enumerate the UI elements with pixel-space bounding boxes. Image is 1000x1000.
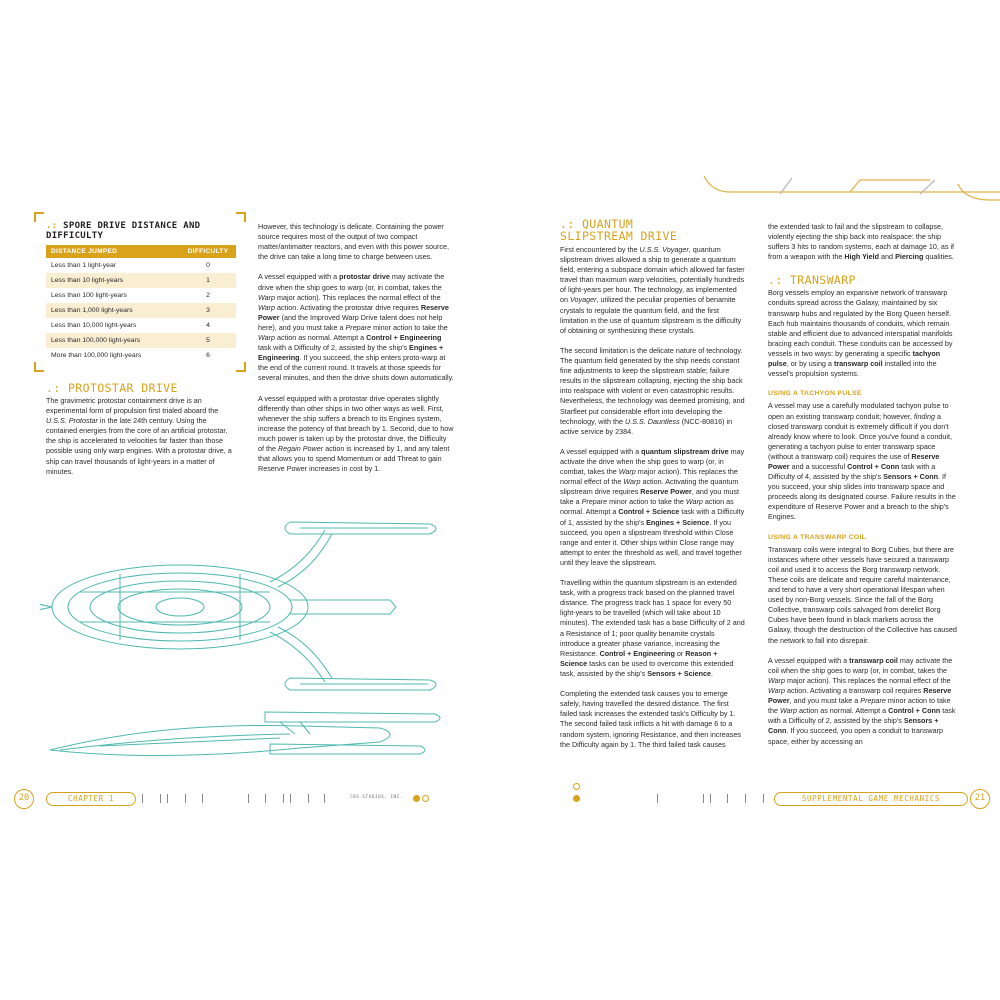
section-heading: .: PROTOSTAR DRIVE	[46, 381, 178, 395]
sidebar-corner-bracket	[236, 362, 246, 372]
table-row	[46, 303, 236, 318]
body-paragraph: The second limitation is the delicate nature of technology. The quantum field generated by the ship needs constant fine adjustments to keep the slipstream stable; failure results in the slipstream collapsing, ejecting the ship back into realspace with violent or even catastrophic results. Nevertheless, the technology was deemed promising, and Starfleet put considerable effort into developing the technology, with the U.S.S. Dauntless (NCC-80816) in active service by 2384.	[560, 345, 745, 436]
table-cell-difficulty: 6	[206, 352, 210, 359]
table-row	[46, 288, 236, 303]
table-cell-distance: Less than 1 light-year	[51, 262, 116, 269]
table-cell-difficulty: 5	[206, 337, 210, 344]
body-paragraph: Travelling within the quantum slipstream is an extended task, with a progress track based on the planned travel distance. The progress track has 1 space for every 50 light-years to be travelled (which will take about 10 minutes). The extended task has a base Difficulty of 2 and a Resistance of 1; poor quality benamite crystals introduce a greater phase variance, increasing the Resistance. Control + Engineering or Reason + Science tasks can be used to overcome this extended task, assisted by the ship's Sensors + Science.	[560, 578, 745, 678]
table-row	[46, 258, 236, 273]
protostar-section	[46, 382, 232, 477]
subsection-heading: USING A TRANSWARP COIL	[768, 533, 867, 541]
spore-drive-sidebar	[34, 212, 246, 372]
sidebar-corner-bracket	[236, 212, 246, 222]
left-footer	[10, 789, 490, 809]
sidebar-corner-bracket	[34, 362, 44, 372]
section-heading: .: QUANTUM	[560, 217, 634, 231]
page-number: 20	[14, 789, 34, 809]
sidebar-corner-bracket	[34, 212, 44, 222]
section-heading: .: TRANSWARP	[768, 273, 856, 288]
table-row	[46, 333, 236, 348]
starship-illustration	[40, 512, 480, 780]
body-paragraph: A vessel equipped with a protostar drive operates slightly differently than other ships in two other ways as well. First, whenever the ship suffers a breach to its Engines system, increase the potency of that breach by 1. Second, due to how much power is taken up by the protostar drive, the Difficulty of the Regain Power action is increased by 1, and any talent that allows you to spend Momentum or add Threat to gain Reserve Power increases in cost by 1.	[258, 393, 454, 474]
body-paragraph: A vessel equipped with a protostar drive may activate the drive when the ship goes to warp (or, in combat, takes the Warp major action). This replaces the normal effect of the Warp action. Activating the protostar drive requires Reserve Power (and the Improved Warp Drive talent does not help here), and you must take a Prepare minor action to take the Warp action as normal. Attempt a Control + Engineering task with a Difficulty of 2, assisted by the ship's Engines + Engineering. If you succeed, the ship enters proto-warp at the end of the current round. It travels at those speeds for several minutes, and then the drive shuts down automatically.	[258, 272, 454, 383]
ship-bridge-dome	[156, 598, 204, 616]
body-paragraph: A vessel equipped with a transwarp coil may activate the coil when the ship goes to warp (or, in combat, takes the Warp major action). This replaces the normal effect of the Warp action. Activating a transwarp coil requires Reserve Power, and you must take a Prepare minor action to take the Warp action as normal. Attempt a Control + Conn task with a Difficulty of 2, assisted by the ship's Sensors + Conn. If you succeed, you open a conduit to transwarp space, either by accessing an	[768, 655, 956, 746]
sidebar-title-prefix: .:	[46, 221, 58, 231]
body-paragraph: First encountered by the U.S.S. Voyager, quantum slipstream drives allowed a ship to generate a quantum field, entering a subspace domain which allowed far faster travel than maximum warp velocities, potentially hundreds of light-years per hour. The technology, as implemented on Voyager, utilized the peculiar properties of benamite crystals to regulate the quantum field, and the first limitation in the use of quantum slipstream is the difficulty of obtaining or synthesizing these crystals.	[560, 245, 745, 335]
table-header-difficulty: DIFFICULTY	[187, 248, 229, 255]
ship-saucer-inner	[68, 573, 292, 641]
footer-ring-icon	[422, 795, 429, 802]
table-cell-difficulty: 0	[206, 262, 210, 269]
chapter-label: SUPPLEMENTAL GAME MECHANICS	[774, 792, 968, 806]
page-number: 21	[970, 789, 990, 809]
table-cell-distance: Less than 10 light-years	[51, 277, 124, 284]
section-heading: SLIPSTREAM DRIVE	[560, 229, 678, 243]
copyright-credit: CBS STUDIOS, INC.	[350, 795, 403, 800]
table-row	[46, 348, 236, 363]
right-column-1	[560, 218, 746, 750]
body-paragraph: the extended task to fail and the slipstream to collapse, violently ejecting the ship back into realspace: the ship suffers 3 hits to random systems, each at damage 10, as if from a weapon with the High Yield and Piercing qualities.	[768, 222, 955, 262]
chapter-label: CHAPTER 1	[46, 792, 136, 806]
ship-side-nacelle	[265, 712, 440, 722]
table-cell-distance: Less than 10,000 light-years	[51, 322, 137, 329]
subsection-heading: USING A TACHYON PULSE	[768, 390, 862, 398]
ship-saucer-tip	[40, 604, 52, 610]
ship-pylon	[278, 627, 332, 678]
table-cell-distance: More than 100,000 light-years	[51, 352, 142, 359]
footer-tick-marks	[140, 794, 340, 804]
table-cell-difficulty: 4	[206, 322, 210, 329]
left-column-2	[258, 222, 454, 474]
ship-pylon	[278, 534, 332, 587]
right-footer	[510, 789, 990, 809]
table-header-row	[46, 245, 236, 258]
body-paragraph: Transwarp coils were integral to Borg Cubes, but there are instances where other vessels have secured a transwarp coil and used it to access the Borg transwarp network. These coils are delicate and require careful maintenance, and tend to have a very short operational lifespan when used by non-Borg vessels. Since the fall of the Borg Collective, transwarp coils salvaged from derelict Borg Cubes have been found in black markets across the Galaxy, though the destruction of the Collective has caused the network to fall into disrepair.	[768, 544, 957, 645]
table-cell-difficulty: 1	[206, 277, 210, 284]
right-column-2	[768, 222, 958, 747]
table-header-distance: DISTANCE JUMPED	[51, 248, 118, 255]
footer-dot-icon	[413, 795, 420, 802]
distance-difficulty-table	[46, 245, 236, 363]
footer-dot-icon	[573, 795, 580, 802]
body-paragraph: A vessel may use a carefully modulated tachyon pulse to open an existing transwarp conduit; however, finding a closed transwarp conduit is extremely difficult if you don't already know where to look. Once you've found a conduit, generating a tachyon pulse to enter transwarp space (without a transwarp coil) requires the use of Reserve Power and a successful Control + Conn task with a Difficulty of 4, assisted by the ship's Sensors + Conn. If you succeed, your ship slides into transwarp space and proceeds along its designated course. Failure results in the expenditure of Reserve Power and a breach to the ship's Engines.	[768, 401, 956, 522]
ship-secondary-hull	[290, 600, 396, 614]
body-paragraph: A vessel equipped with a quantum slipstream drive may activate the drive when the ship goes to warp (or, in combat, takes the Warp major action). This replaces the normal effect of the Warp action. Activating the quantum slipstream drive requires Reserve Power, and you must take a Prepare minor action to take the Warp action as normal. Attempt a Control + Science task with a Difficulty of 1, assisted by the ship's Engines + Science. If you succeed, you open a slipstream threshold within Close range and enter it. Other ships within Close range may attempt to enter the threshold as well, and travel together until they leave the slipstream.	[560, 446, 745, 567]
table-row	[46, 318, 236, 333]
body-paragraph: Completing the extended task causes you to emerge safely, having travelled the desired distance. The first failed task increases the extended task's Difficulty by 1. The second failed task inflicts a hit with damage 6 to a random system, ignoring Resistance, and then increases the Difficulty again by 1. The third failed task causes	[560, 689, 741, 749]
table-cell-distance: Less than 100,000 light-years	[51, 337, 141, 344]
table-cell-distance: Less than 100 light-years	[51, 292, 127, 299]
body-paragraph: However, this technology is delicate. Containing the power source requires most of the output of two compact matter/antimatter reactors, and even with this power source, the drive can take a long time to charge between uses.	[258, 222, 449, 262]
table-cell-distance: Less than 1,000 light-years	[51, 307, 133, 314]
right-page	[500, 0, 1000, 1000]
table-cell-difficulty: 2	[206, 292, 210, 299]
footer-tick-marks	[655, 794, 775, 804]
table-cell-difficulty: 3	[206, 307, 210, 314]
ship-side-hull	[60, 734, 290, 750]
body-paragraph: The gravimetric protostar containment drive is an experimental form of propulsion first trialed aboard the U.S.S. Protostar in the late 24th century. Using the contained energies from the core of an artificial protostar, the ship is accelerated to velocities far faster than those possible using only warp engines. With a protostar drive, a ship can travel thousands of light-years in a matter of minutes.	[46, 396, 232, 476]
sidebar-title	[46, 221, 236, 241]
table-row	[46, 273, 236, 288]
body-paragraph: Borg vessels employ an expansive network of transwarp conduits spread across the Galaxy, maintained by six transwarp hubs and regulated by the Borg Queen herself. Each hub maintains thousands of conduits, which remain stable and efficient due to advanced interspatial manifolds bracing each conduit. These conduits can be accessed by vessels in two ways: by generating a specific tachyon pulse, or by using a transwarp coil installed into the vessel's propulsion systems.	[768, 288, 953, 379]
ship-side-pylon	[280, 722, 310, 734]
sidebar-title-text: SPORE DRIVE DISTANCE AND DIFFICULTY	[46, 221, 201, 241]
decorative-lcars-lines	[690, 170, 1000, 210]
ship-saucer-inner	[118, 589, 242, 625]
footer-ring-icon	[573, 783, 580, 790]
ship-panel-line	[100, 738, 280, 746]
